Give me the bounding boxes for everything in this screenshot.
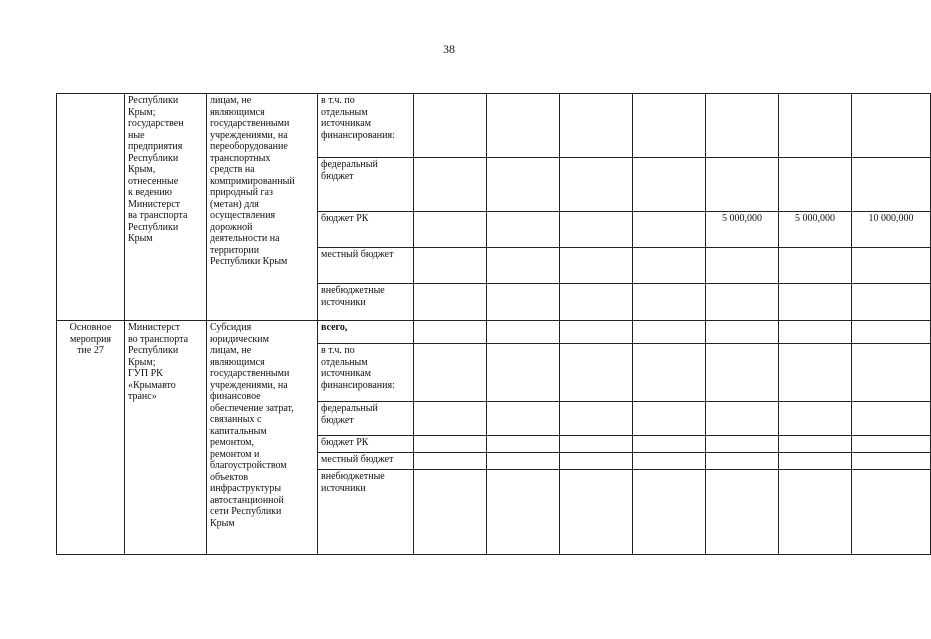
value-cell [487, 470, 560, 555]
value-cell [779, 453, 852, 470]
value-cell [487, 344, 560, 402]
funding-source-cell: бюджет РК [318, 212, 414, 248]
description-cell: Субсидия юридическим лицам, не являющимся государственными учреждениями, на финансовое обеспечение затрат, связанных с капитальным ремонтом, ремонтом и благоустройством объектов инфраструктуры автостанционной сети Республики Крым [207, 321, 318, 555]
page-number: 38 [443, 42, 455, 56]
value-cell [633, 212, 706, 248]
budget-table [56, 93, 931, 555]
value-cell [414, 94, 487, 158]
value-cell [487, 284, 560, 321]
value-cell [706, 402, 779, 436]
value-cell [706, 344, 779, 402]
value-cell [706, 470, 779, 555]
funding-source-cell: в т.ч. по отдельным источникам финансирования: [318, 94, 414, 158]
value-cell [487, 94, 560, 158]
value-cell [560, 402, 633, 436]
value-cell [779, 470, 852, 555]
value-cell [414, 344, 487, 402]
value-cell [560, 94, 633, 158]
executor-cell: Министерст во транспорта Республики Крым; ГУП РК «Крымавто транс» [125, 321, 207, 555]
value-cell [633, 344, 706, 402]
table-row [57, 321, 931, 344]
value-cell [779, 344, 852, 402]
value-cell [779, 402, 852, 436]
value-cell [414, 453, 487, 470]
value-cell [852, 453, 931, 470]
funding-source-cell: местный бюджет [318, 248, 414, 284]
funding-source-cell: в т.ч. по отдельным источникам финансирования: [318, 344, 414, 402]
value-cell [414, 470, 487, 555]
value-cell [779, 284, 852, 321]
value-cell [852, 248, 931, 284]
description-cell: лицам, не являющимся государственными учреждениями, на переоборудование транспортных средств на компримированный природный газ (метан) для осуществления дорожной деятельности на территории Республики Крым [207, 94, 318, 321]
value-cell [633, 94, 706, 158]
value-cell [487, 248, 560, 284]
value-cell [560, 212, 633, 248]
funding-source-cell: внебюджетные источники [318, 470, 414, 555]
value-cell [633, 470, 706, 555]
value-cell [560, 470, 633, 555]
value-cell [560, 158, 633, 212]
value-cell [487, 436, 560, 453]
funding-source-cell: местный бюджет [318, 453, 414, 470]
value-cell [414, 248, 487, 284]
value-cell [706, 436, 779, 453]
value-cell [633, 453, 706, 470]
value-cell [414, 284, 487, 321]
value-cell [560, 284, 633, 321]
activity-cell [57, 94, 125, 321]
value-cell [633, 158, 706, 212]
value-cell [560, 248, 633, 284]
value-cell [852, 344, 931, 402]
value-cell [633, 248, 706, 284]
activity-cell: Основное мероприя тие 27 [57, 321, 125, 555]
value-cell [779, 248, 852, 284]
value-cell [706, 248, 779, 284]
value-cell [633, 284, 706, 321]
value-cell [414, 321, 487, 344]
value-cell [779, 321, 852, 344]
value-cell: 5 000,000 [706, 212, 779, 248]
value-cell [852, 94, 931, 158]
value-cell [706, 94, 779, 158]
value-cell [852, 284, 931, 321]
value-cell: 5 000,000 [779, 212, 852, 248]
value-cell [414, 402, 487, 436]
funding-source-cell: всего, [318, 321, 414, 344]
executor-cell: Республики Крым; государствен ные предприятия Республики Крым, отнесенные к ведению Министерст ва транспорта Республики Крым [125, 94, 207, 321]
value-cell [852, 321, 931, 344]
value-cell [852, 470, 931, 555]
value-cell [633, 402, 706, 436]
value-cell [852, 402, 931, 436]
funding-source-cell: федеральный бюджет [318, 158, 414, 212]
value-cell [779, 158, 852, 212]
value-cell [852, 158, 931, 212]
table-row [57, 94, 931, 158]
value-cell [852, 436, 931, 453]
value-cell [633, 321, 706, 344]
value-cell [706, 453, 779, 470]
value-cell [633, 436, 706, 453]
value-cell [487, 158, 560, 212]
value-cell [560, 321, 633, 344]
value-cell: 10 000,000 [852, 212, 931, 248]
value-cell [487, 453, 560, 470]
funding-source-cell: федеральный бюджет [318, 402, 414, 436]
value-cell [487, 212, 560, 248]
value-cell [414, 436, 487, 453]
funding-source-cell: бюджет РК [318, 436, 414, 453]
value-cell [706, 158, 779, 212]
value-cell [414, 158, 487, 212]
value-cell [560, 344, 633, 402]
value-cell [414, 212, 487, 248]
value-cell [706, 321, 779, 344]
value-cell [560, 453, 633, 470]
value-cell [706, 284, 779, 321]
value-cell [779, 94, 852, 158]
funding-source-cell: внебюджетные источники [318, 284, 414, 321]
value-cell [560, 436, 633, 453]
value-cell [487, 402, 560, 436]
value-cell [487, 321, 560, 344]
value-cell [779, 436, 852, 453]
